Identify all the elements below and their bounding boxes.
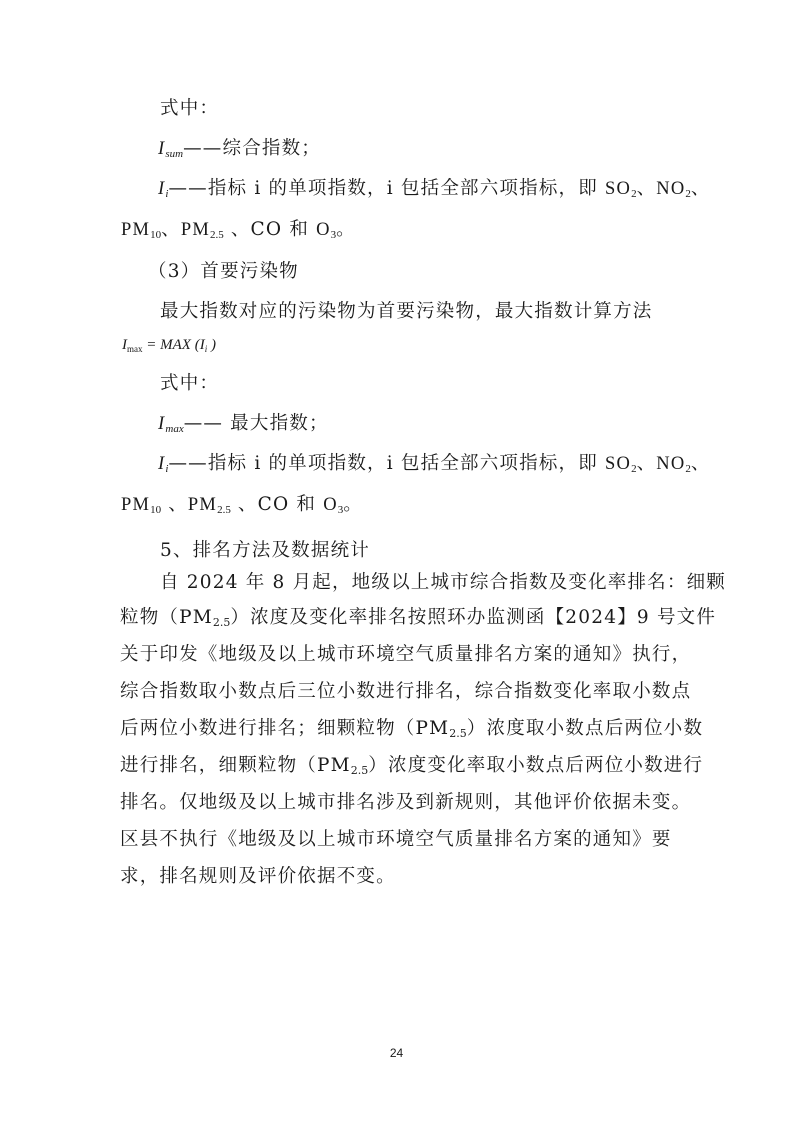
separator: 、 (690, 178, 711, 199)
shizhong-label-1: 式中： (160, 98, 220, 119)
ii-subscript: i (165, 463, 169, 475)
pm10-label: PM (121, 220, 151, 240)
so2-label: SO (605, 179, 632, 199)
section5-line-1: 自 2024 年 8 月起，地级以上城市综合指数及变化率排名：细颗 (160, 572, 726, 593)
imax-formula (122, 334, 216, 360)
section5-heading: 5、排名方法及数据统计 (160, 540, 370, 561)
formula-close: ) (207, 337, 216, 353)
isum-text: ——综合指数； (183, 138, 322, 159)
max-index-description: 最大指数对应的污染物为首要污染物，最大指数计算方法 (160, 301, 653, 322)
text-segment: ）浓度取小数点后两位小数 (466, 718, 704, 739)
no2-subscript: 2 (685, 463, 691, 475)
ii-definition-1 (158, 176, 711, 207)
text-segment: 粒物（PM (120, 607, 213, 628)
ii-symbol: I (158, 454, 166, 474)
shizhong-label-2: 式中： (160, 373, 220, 394)
so2-subscript: 2 (631, 188, 637, 200)
formula-lhs: I (122, 337, 127, 353)
text-segment: 进行排名，细颗粒物（PM (120, 755, 351, 776)
separator: 、CO 和 (223, 219, 317, 240)
section5-line-7: 排名。仅地级及以上城市排名涉及到新规则，其他评价依据未变。 (120, 792, 692, 813)
formula-eq: = MAX ( (142, 337, 200, 353)
formula-arg-subscript: i (204, 344, 208, 354)
pm10-subscript: 10 (150, 229, 162, 241)
imax-symbol: I (158, 414, 166, 434)
section5-line-3: 关于印发《地级及以上城市环境空气质量排名方案的通知》执行， (120, 644, 692, 665)
pm25-subscript: 2.5 (350, 764, 369, 777)
page-number: 24 (389, 1046, 404, 1060)
imax-subscript: max (165, 423, 184, 435)
o3-subscript: 3 (330, 229, 337, 241)
imax-text: —— 最大指数； (183, 413, 329, 434)
o3-label: O (316, 220, 331, 240)
pm25-subscript: 2.5 (209, 229, 224, 241)
pm25-subscript: 2.5 (449, 727, 467, 740)
so2-label: SO (605, 454, 632, 474)
pollutant-list-2 (121, 492, 363, 523)
so2-subscript: 2 (631, 463, 637, 475)
isum-subscript: sum (165, 148, 184, 160)
text-segment: 后两位小数进行排名；细颗粒物（PM (120, 718, 450, 739)
isum-definition (158, 136, 321, 167)
pm10-subscript: 10 (150, 504, 162, 516)
pm25-label: PM (180, 220, 210, 240)
separator: 、 (690, 453, 711, 474)
no2-subscript: 2 (685, 188, 691, 200)
formula-lhs-subscript: max (127, 344, 143, 354)
ii-text: ——指标 i 的单项指数，i 包括全部六项指标，即 (168, 178, 605, 199)
pm25-subscript: 2.5 (217, 504, 231, 516)
ii-symbol: I (158, 179, 166, 199)
section5-line-5 (120, 716, 703, 747)
formula-arg: I (199, 337, 205, 353)
section5-line-2 (120, 605, 716, 636)
ii-subscript: i (165, 188, 169, 200)
imax-definition (158, 411, 329, 442)
separator: 、 (161, 494, 188, 515)
o3-label: O (323, 495, 338, 515)
pm10-label: PM (121, 495, 151, 515)
ii-definition-2 (158, 451, 711, 482)
separator: 、 (161, 219, 181, 240)
text-segment: ）浓度变化率取小数点后两位小数进行 (368, 755, 704, 776)
period: 。 (336, 219, 356, 240)
isum-symbol: I (158, 139, 166, 159)
section5-line-9: 求，排名规则及评价依据不变。 (120, 866, 396, 887)
separator: 、 (636, 178, 657, 199)
o3-subscript: 3 (337, 504, 344, 516)
separator: 、 (636, 453, 657, 474)
text-segment: ）浓度及变化率排名按照环办监测函【2024】9 号文件 (230, 607, 717, 628)
pm25-label: PM (187, 495, 218, 515)
ii-text: ——指标 i 的单项指数，i 包括全部六项指标，即 (168, 453, 605, 474)
pollutant-list-1 (121, 217, 356, 248)
separator: 、CO 和 (230, 494, 324, 515)
section5-line-8: 区县不执行《地级及以上城市环境空气质量排名方案的通知》要 (120, 829, 672, 850)
no2-label: NO (656, 179, 686, 199)
section5-line-6 (120, 753, 703, 784)
period: 。 (343, 494, 363, 515)
no2-label: NO (656, 454, 686, 474)
primary-pollutant-heading: （3）首要污染物 (148, 261, 299, 282)
pm25-subscript: 2.5 (212, 616, 231, 629)
section5-line-4: 综合指数取小数点后三位小数进行排名，综合指数变化率取小数点 (120, 681, 692, 702)
